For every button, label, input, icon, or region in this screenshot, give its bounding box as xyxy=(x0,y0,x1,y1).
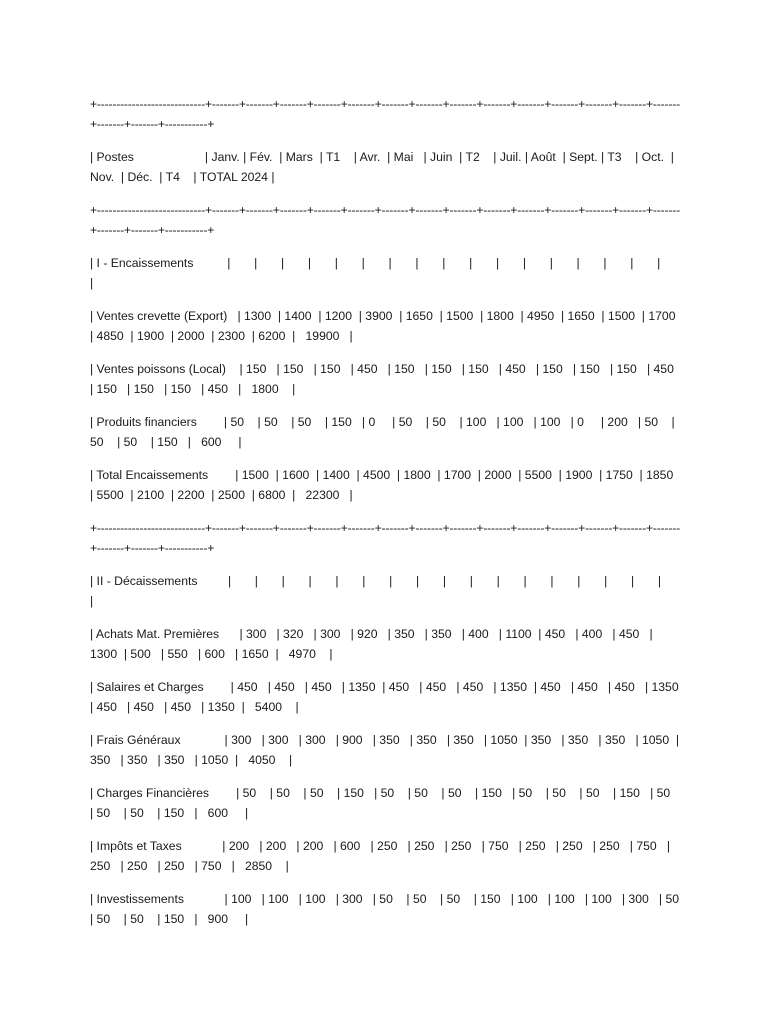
table-row: | Impôts et Taxes | 200 | 200 | 200 | 600 | 250 | 250 | 250 | 750 | 250 | 250 | 250 | 750 | 250 | 250 | 250 | 750 | 2850 | xyxy=(90,839,674,873)
table-separator: +----------------------------+-------+-------+-------+-------+-------+-------+-------+-------+-------+-------+-------+-------+-------+-------+-------+-------+-----------+ xyxy=(90,521,680,555)
table-row: | Charges Financières | 50 | 50 | 50 | 150 | 50 | 50 | 50 | 150 | 50 | 50 | 50 | 150 | 50 | 50 | 50 | 150 | 600 | xyxy=(90,786,684,820)
total-row: | Total Encaissements | 1500 | 1600 | 1400 | 4500 | 1800 | 1700 | 2000 | 5500 | 1900 | 1750 | 1850 | 5500 | 2100 | 2200 | 2500 | 6800 | 22300 | xyxy=(90,468,681,502)
table-row: | Ventes poissons (Local) | 150 | 150 | 150 | 450 | 150 | 150 | 150 | 450 | 150 | 150 | 150 | 450 | 150 | 150 | 150 | 450 | 1800 | xyxy=(90,362,685,396)
section-title-encaissements: | I - Encaissements | | | | | | | | | | | | | | | | | | xyxy=(90,256,698,290)
table-row: | Salaires et Charges | 450 | 450 | 450 | 1350 | 450 | 450 | 450 | 1350 | 450 | 450 | 450 | 1350 | 450 | 450 | 450 | 1350 | 5400 | xyxy=(90,680,686,714)
table-header-row: | Postes | Janv. | Fév. | Mars | T1 | Avr. | Mai | Juin | T2 | Juil. | Août | Sept. | T3 | Oct. | Nov. | Déc. | T4 | TOTAL 2024 | xyxy=(90,150,678,184)
table-row: | Ventes crevette (Export) | 1300 | 1400 | 1200 | 3900 | 1650 | 1500 | 1800 | 4950 | 1650 | 1500 | 1700 | 4850 | 1900 | 2000 | 2300 | 6200 | 19900 | xyxy=(90,309,683,343)
table-separator: +----------------------------+-------+-------+-------+-------+-------+-------+-------+-------+-------+-------+-------+-------+-------+-------+-------+-------+-----------+ xyxy=(90,203,680,237)
table-separator: +----------------------------+-------+-------+-------+-------+-------+-------+-------+-------+-------+-------+-------+-------+-------+-------+-------+-------+-----------+ xyxy=(90,97,680,131)
table-row: | Produits financiers | 50 | 50 | 50 | 150 | 0 | 50 | 50 | 100 | 100 | 100 | 0 | 200 | 50 | 50 | 50 | 150 | 600 | xyxy=(90,415,679,449)
document-page xyxy=(90,94,699,942)
section-title-decaissements: | II - Décaissements | | | | | | | | | | | | | | | | | | xyxy=(90,574,699,608)
table-row: | Frais Généraux | 300 | 300 | 300 | 900 | 350 | 350 | 350 | 1050 | 350 | 350 | 350 | 1050 | 350 | 350 | 350 | 1050 | 4050 | xyxy=(90,733,683,767)
table-row: | Achats Mat. Premières | 300 | 320 | 300 | 920 | 350 | 350 | 400 | 1100 | 450 | 400 | 450 | 1300 | 500 | 550 | 600 | 1650 | 4970 | xyxy=(90,627,656,661)
table-row: | Investissements | 100 | 100 | 100 | 300 | 50 | 50 | 50 | 150 | 100 | 100 | 100 | 300 | 50 | 50 | 50 | 150 | 900 | xyxy=(90,892,693,926)
